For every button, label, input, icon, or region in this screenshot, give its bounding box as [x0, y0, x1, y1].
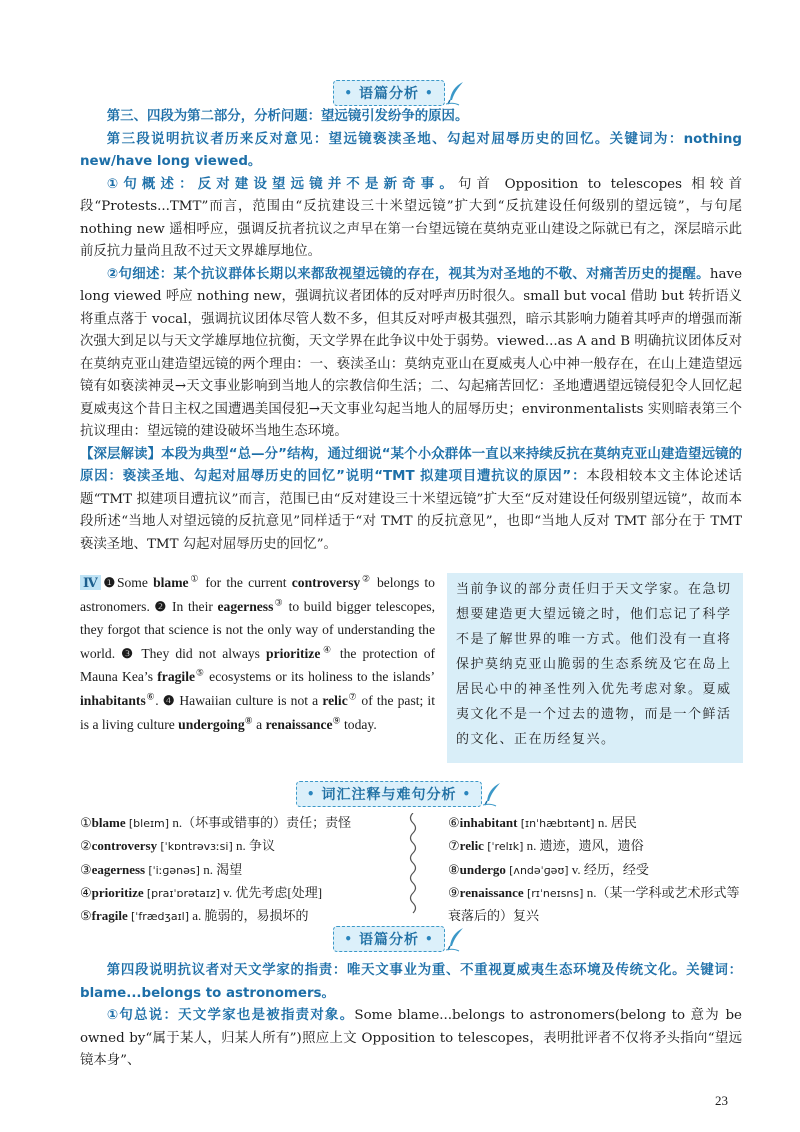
- vocab-item: ①blame [bleɪm] n.（坏事或错事的）责任；责怪: [80, 815, 352, 830]
- vocab-word: eagerness: [217, 598, 274, 614]
- feather-pen-icon: [445, 926, 467, 952]
- vocab-word: relic: [322, 692, 348, 708]
- section-header-discourse-analysis-2: [0, 922, 800, 956]
- sentence1-text: 句首 Opposition to telescopes 相较首段“Protests...TMT”而言，范围由“反抗建设三十米望远镜”扩大到“反抗建设任何级别的望远镜”，与句尾 nothing new 遥相呼应，强调反抗者抗议之声早在第一台望远镜在莫纳克亚山建设之际就已有之，深层暗示此前反抗力量尚且敌不过天文界雄厚地位。: [80, 176, 742, 259]
- sentence-marker: ❸: [121, 645, 136, 661]
- vocab-word: inhabitants: [80, 692, 146, 708]
- vocab-item: ⑧undergo [ʌndəˈɡəʊ] v. 经历，经受: [448, 861, 649, 877]
- vocab-list-left: [80, 812, 380, 928]
- deep-reading: [80, 444, 742, 557]
- section-header-vocabulary: [0, 777, 800, 811]
- analysis-block-1: [80, 106, 742, 556]
- vocab-item: ⑨renaissance [rɪˈneɪsns] n.（某一学科或艺术形式等衰落后的）复兴: [448, 884, 740, 924]
- p4-sentence1-text: Some blame...belongs to astronomers(belong to 意为 be owned by“属于某人，归某人所有”)照应上文 Opposition to telescopes，表明批评者不仅将矛头指向“望远镜本身”、: [80, 1008, 742, 1068]
- vocab-item: ③eagerness [ˈiːɡənəs] n. 渴望: [80, 861, 243, 877]
- chinese-translation-box: 当前争议的部分责任归于天文学家。在急切想要建造更大望远镜之时，他们忘记了科学不是了解世界的唯一方式。他们没有一直将保护莫纳克亚山脆弱的生态系统及它在岛上居民心中的神圣性列入优先考虑对象。夏威夷文化不是一个过去的遗物，而是一个鲜活的文化、正在历经复兴。: [447, 573, 743, 763]
- paragraph-number: Ⅳ: [80, 575, 101, 590]
- part-summary: 第三、四段为第二部分，分析问题：望远镜引发纷争的原因。: [106, 109, 469, 124]
- section-title: 语篇分析: [359, 932, 419, 948]
- sentence1-label: ①句概述：反对建设望远镜并不是新奇事。: [106, 176, 458, 192]
- deep-reading-text: 本段相较本文主体论述话题“TMT 拟建项目遭抗议”而言，范围已由“反对建设三十米望远镜”扩大至“反对建设任何级别望远镜”，故而本段所述“当地人对望远镜的反抗意见”同样适于“对 TMT 的反抗意见”，也即“当地人反对 TMT 部分在于 TMT 亵渎圣地、TMT 勾起对屈辱历史的回忆”。: [80, 469, 743, 552]
- analysis-block-2: [80, 960, 742, 1073]
- vocab-item: ⑥inhabitant [ɪnˈhæbɪtənt] n. 居民: [448, 815, 637, 830]
- sentence-marker: ❷: [154, 598, 168, 614]
- vocab-item: ⑤fragile [ˈfrædʒaɪl] a. 脆弱的，易损坏的: [80, 908, 309, 924]
- sentence-marker: ❶: [101, 575, 117, 590]
- section-header-discourse-analysis: [0, 76, 800, 110]
- sentence2-label: ②句细述：某个抗议群体长期以来都敌视望远镜的存在，视其为对圣地的不敬、对痛苦历史的提醒。: [106, 266, 710, 282]
- english-passage-paragraph-4: Ⅳ ❶Some blame① for the current controversy② belongs to astronomers. ❷ In their eagerness③ to build bigger telescopes, they forgot that science is not the only way of understanding the world. ❸ They did not always prioritize④ the protection of Mauna Kea’s fragile⑤ ecosystems or its holiness to the islands’ inhabitants⑥. ❹ Hawaiian culture is not a relic⑦ of the past; it is a living culture undergoing⑧ a renaissance⑨ today.: [80, 573, 436, 732]
- p4-sentence1-analysis: [80, 1005, 742, 1073]
- sentence2-analysis: [80, 264, 742, 444]
- section-pill: • 语篇分析 •: [333, 926, 444, 952]
- feather-pen-icon: [482, 781, 504, 807]
- vocab-word: blame: [153, 575, 189, 590]
- paragraph3-summary: 第三段说明抗议者历来反对意见：望远镜亵渎圣地、勾起对屈辱历史的回忆。关键词为：nothing new/have long viewed。: [80, 131, 742, 169]
- vocab-word: undergoing: [178, 716, 245, 732]
- sentence-marker: ❹: [162, 692, 176, 708]
- wavy-divider: [404, 813, 422, 917]
- p4-sentence1-label: ①句总说：天文学家也是被指责对象。: [106, 1008, 355, 1023]
- vocab-word: controversy: [291, 575, 361, 590]
- feather-pen-icon: [445, 80, 467, 106]
- section-title: 词汇注释与难句分析: [321, 787, 457, 803]
- section-pill: • 词汇注释与难句分析 •: [296, 781, 482, 807]
- sentence1-analysis: [80, 174, 742, 264]
- vocab-list-right: [448, 812, 748, 927]
- section-pill: • 语篇分析 •: [333, 80, 444, 106]
- vocab-item: ⑦relic [ˈrelɪk] n. 遗迹，遗风，遗俗: [448, 838, 644, 854]
- vocab-word: prioritize: [266, 645, 321, 661]
- vocab-word: fragile: [157, 669, 196, 685]
- sentence2-text: have long viewed 呼应 nothing new，强调抗议者团体的反对呼声历时很久。small but vocal 借助 but 转折语义将重点落于 vocal，强调抗议团体尽管人数不多，但其反对呼声极其强烈，暗示其影响力随着其呼声的增强而渐次强大到足以与天文学雄厚地位抗衡，天文学界在此争议中处于弱势。viewed...as A and B 明确抗议团体反对在莫纳克亚山建造望远镜的两个理由：一、亵渎圣山：莫纳克亚山在夏威夷人心中神一般存在，在山上建造望远镜有如亵渎神灵→天文事业影响到当地人的宗教信仰生活；二、勾起痛苦回忆：圣地遭遇望远镜侵犯令人回忆起夏威夷这个昔日主权之国遭遇美国侵犯→天文事业勾起当地人的屈辱历史；environmentalists 实则暗表第三个抗议理由：望远镜的建设破坏当地生态环境。: [80, 266, 742, 439]
- vocab-item: ④prioritize [praɪˈɒrətaɪz] v. 优先考虑[处理]: [80, 884, 323, 900]
- deep-reading-label: 【深层解读】本段为典型“总—分”结构，通过细说“某个小众群体一直以来持续反抗在莫纳克亚山建造望远镜的原因：亵渎圣地、勾起对屈辱历史的回忆”说明“TMT 拟建项目遭抗议的原因”：: [80, 446, 742, 484]
- section-title: 语篇分析: [359, 86, 419, 102]
- vocab-item: ②controversy [ˈkɒntrəvɜːsi] n. 争议: [80, 838, 276, 854]
- page-number: 23: [715, 1093, 728, 1108]
- vocab-word: renaissance: [265, 716, 333, 732]
- paragraph4-summary: 第四段说明抗议者对天文学家的指责：唯天文事业为重、不重视夏威夷生态环境及传统文化。关键词：blame...belongs to astronomers。: [80, 963, 742, 1001]
